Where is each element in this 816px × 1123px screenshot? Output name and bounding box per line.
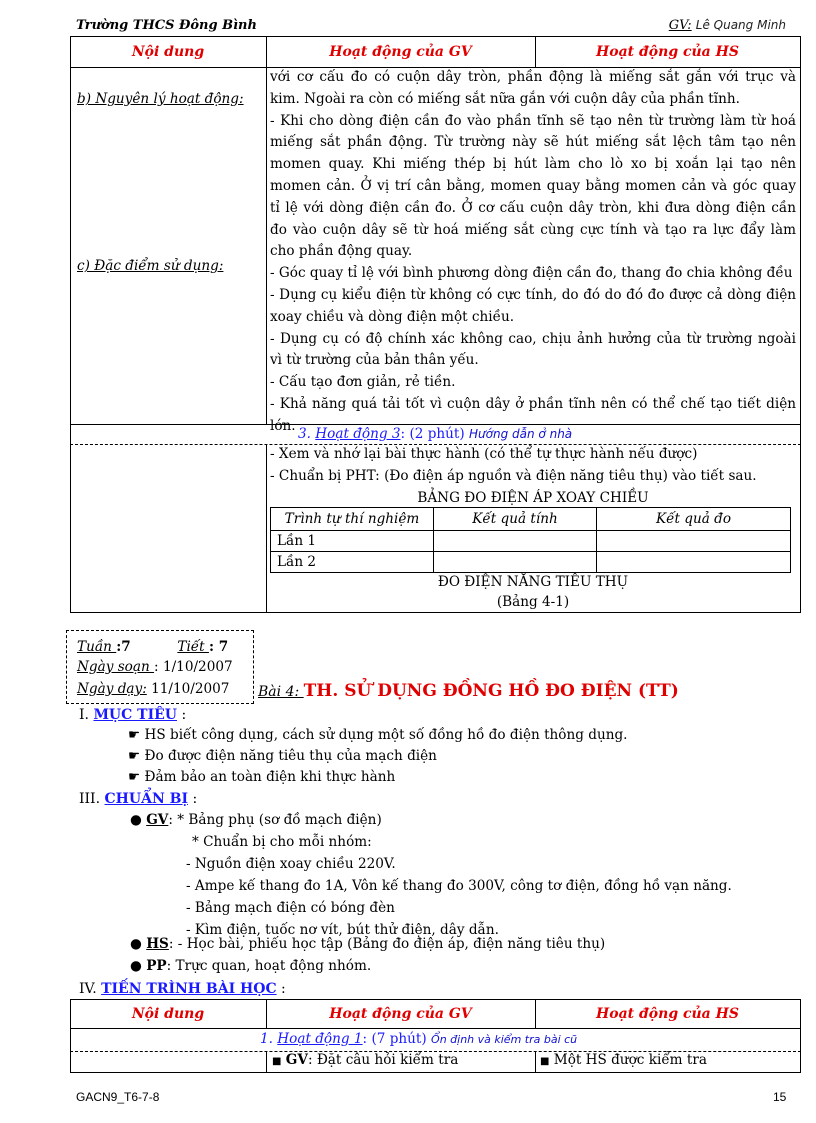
table-cell: Lần 2 bbox=[271, 552, 434, 573]
text-line: tỉ lệ với dòng điện cần đo. Ở cơ cấu cuộn dây tròn, khi đưa dòng điện cần bbox=[270, 199, 796, 216]
period-label: Tiết bbox=[177, 639, 209, 655]
pointing-hand-icon: ☛ bbox=[128, 727, 141, 743]
section-colon: : bbox=[188, 791, 198, 807]
objectives-list bbox=[128, 725, 627, 788]
col-header-gv: Hoạt động của GV bbox=[329, 44, 472, 60]
section-title: CHUẨN BỊ bbox=[104, 791, 188, 807]
text-line: miếng sắt phần động. Từ trường này sẽ hút miếng sắt lệch tâm tạo nên bbox=[270, 134, 796, 151]
table-cell bbox=[434, 531, 597, 552]
table-cell bbox=[597, 552, 791, 573]
text-line: xoay chiều và dòng điện một chiều. bbox=[270, 308, 515, 325]
hs-prep bbox=[130, 936, 605, 952]
table-header-cell: Trình tự thí nghiệm bbox=[271, 508, 434, 531]
period-value: : 7 bbox=[208, 639, 229, 655]
gv-label: GV: bbox=[668, 18, 692, 33]
activity1-title: Hoạt động 1 bbox=[277, 1031, 363, 1047]
col-header-content: Nội dung bbox=[131, 44, 205, 60]
table-header-row bbox=[271, 508, 791, 531]
col-header-hs: Hoạt động của HS bbox=[596, 44, 739, 60]
table-header-cell: Kết quả tính bbox=[434, 508, 597, 531]
section-title: TIẾN TRÌNH BÀI HỌC bbox=[101, 981, 277, 997]
text-line: cho phần động quay. bbox=[270, 243, 413, 260]
gv-activity-label: GV bbox=[285, 1052, 308, 1068]
label-usage: c) Đặc điểm sử dụng: bbox=[77, 258, 224, 274]
activity1-time: : (7 phút) bbox=[362, 1031, 427, 1047]
bullet-icon: ● bbox=[130, 936, 142, 952]
list-item: - Bảng mạch điện có bóng đèn bbox=[186, 900, 395, 916]
activity3-time: : (2 phút) bbox=[400, 426, 465, 442]
activity3-note: Hướng dẫn ở nhà bbox=[469, 427, 573, 441]
week-value: :7 bbox=[116, 639, 131, 655]
gv-activity-text: : Đặt câu hỏi kiểm tra bbox=[307, 1052, 459, 1068]
objective-text: HS biết công dụng, cách sử dụng một số đồng hồ đo điện thông dụng. bbox=[144, 727, 628, 743]
list-item: - Kìm điện, tuốc nơ vít, bút thử điện, dây dẫn. bbox=[186, 922, 499, 938]
section-procedure bbox=[79, 981, 286, 997]
text-line: - Dụng cụ kiểu điện từ không có cực tính, do đó do đó đo được cả dòng điện bbox=[270, 286, 796, 303]
bullet-icon: ● bbox=[130, 812, 142, 828]
section-number: III. bbox=[79, 791, 105, 807]
lesson-title: TH. SỬ DỤNG ĐỒNG HỒ ĐO ĐIỆN (TT) bbox=[303, 681, 679, 701]
objective-text: Đo được điện năng tiêu thụ của mạch điện bbox=[144, 748, 437, 764]
gv-prep-items bbox=[186, 831, 732, 941]
gv-prep-label: GV bbox=[146, 812, 169, 828]
prep-date-line bbox=[77, 659, 233, 675]
bullet-icon: ● bbox=[130, 958, 142, 974]
list-item: - Ampe kế thang đo 1A, Vôn kế thang đo 300V, công tơ điện, đồng hồ vạn năng. bbox=[186, 878, 732, 894]
week-label: Tuần bbox=[77, 639, 117, 655]
pp-label: PP bbox=[146, 958, 167, 974]
col-header-hs-2: Hoạt động của HS bbox=[596, 1006, 739, 1022]
table-cell bbox=[597, 531, 791, 552]
table-cell bbox=[434, 552, 597, 573]
objective-text: Đảm bảo an toàn điện khi thực hành bbox=[144, 769, 396, 785]
principle-text bbox=[270, 67, 796, 438]
hs-prep-text: : - Học bài, phiếu học tập (Bảng đo điện áp, điện năng tiêu thụ) bbox=[168, 936, 606, 952]
homework-item: - Xem và nhớ lại bài thực hành (có thể tự thực hành nếu được) bbox=[270, 446, 698, 462]
text-line: - Cấu tạo đơn giản, rẻ tiền. bbox=[270, 374, 456, 391]
activity1-note: Ổn định và kiểm tra bài cũ bbox=[431, 1033, 578, 1046]
table-header-cell: Kết quả đo bbox=[597, 508, 791, 531]
prep-label: Ngày soạn bbox=[77, 659, 155, 675]
lesson-prefix: Bài 4: bbox=[258, 684, 304, 700]
section-colon: : bbox=[276, 981, 286, 997]
prep-value: : 1/10/2007 bbox=[154, 659, 233, 675]
list-item: - Nguồn điện xoay chiều 220V. bbox=[186, 856, 396, 872]
col-header-content-2: Nội dung bbox=[131, 1006, 205, 1022]
footer-code: GACN9_T6-7-8 bbox=[76, 1090, 160, 1104]
list-item: * Chuẩn bị cho mỗi nhóm: bbox=[192, 834, 372, 850]
text-line: vì từ trường của bản thân yếu. bbox=[270, 352, 479, 369]
energy-title: ĐO ĐIỆN NĂNG TIÊU THỤ bbox=[437, 574, 629, 590]
text-line: momen cản. Ở vị trí cân bằng, momen quay bằng momen cản và góc quay bbox=[270, 177, 796, 194]
teach-date-line bbox=[77, 681, 229, 697]
section-number: I. bbox=[79, 707, 94, 723]
square-bullet-icon: ■ bbox=[540, 1056, 550, 1067]
lesson-heading bbox=[258, 681, 679, 701]
table-row bbox=[271, 531, 791, 552]
hs-activity bbox=[540, 1052, 707, 1068]
section-objectives bbox=[79, 707, 186, 723]
pointing-hand-icon: ☛ bbox=[128, 769, 141, 785]
list-item bbox=[128, 746, 627, 767]
pointing-hand-icon: ☛ bbox=[128, 748, 141, 764]
lesson-info-box bbox=[66, 630, 254, 704]
teacher-header bbox=[669, 18, 786, 33]
page-number: 15 bbox=[773, 1090, 787, 1104]
teacher-signature: Lê Quang Minh bbox=[695, 18, 786, 32]
text-line: momen quay. Khi miếng thép bị hút làm cho lò xo bị xoắn lại tạo nên bbox=[270, 156, 796, 173]
teach-label: Ngày dạy: bbox=[77, 681, 147, 697]
activity3-title: Hoạt động 3 bbox=[315, 426, 401, 442]
col-header-gv-2: Hoạt động của GV bbox=[329, 1006, 472, 1022]
gv-prep-text: : * Bảng phụ (sơ đồ mạch điện) bbox=[168, 812, 382, 828]
week-line bbox=[77, 639, 228, 655]
label-principle: b) Nguyên lý hoạt động: bbox=[77, 91, 244, 107]
homework-item: - Chuẩn bị PHT: (Đo điện áp nguồn và điện năng tiêu thụ) vào tiết sau. bbox=[270, 467, 757, 484]
measure-title: BẢNG ĐO ĐIỆN ÁP XOAY CHIỀU bbox=[417, 490, 649, 506]
text-line: - Khả năng quá tải tốt vì cuộn dây ở phần tĩnh nên có thể chế tạo tiết diện bbox=[270, 395, 796, 412]
activity3-heading bbox=[298, 424, 572, 446]
pp-prep bbox=[130, 958, 371, 974]
table-cell: Lần 1 bbox=[271, 531, 434, 552]
section-title: MỤC TIÊU bbox=[93, 707, 178, 723]
activity3-prefix: 3. bbox=[298, 426, 316, 442]
text-line: lớn. bbox=[270, 417, 296, 434]
text-line: - Góc quay tỉ lệ với bình phương dòng điện cần đo, thang đo chia không đều bbox=[270, 265, 793, 282]
hs-prep-label: HS bbox=[146, 936, 169, 952]
text-line: - Khi cho dòng điện cần đo vào phần tĩnh sẽ tạo nên từ trường làm từ hoá bbox=[270, 112, 796, 129]
text-line: - Dụng cụ có độ chính xác không cao, chịu ảnh hưởng của từ trường ngoài bbox=[270, 330, 796, 347]
gv-prep bbox=[130, 809, 382, 831]
school-name: Trường THCS Đông Bình bbox=[76, 18, 257, 33]
activity1-heading bbox=[260, 1029, 577, 1051]
square-bullet-icon: ■ bbox=[272, 1056, 282, 1067]
section-preparation bbox=[79, 791, 197, 807]
list-item bbox=[128, 725, 627, 746]
pp-text: : Trực quan, hoạt động nhóm. bbox=[166, 958, 372, 974]
measure-table bbox=[270, 507, 791, 573]
section-number: IV. bbox=[79, 981, 102, 997]
homework-list bbox=[270, 444, 796, 488]
teach-value: 11/10/2007 bbox=[146, 681, 230, 697]
activity1-prefix: 1. bbox=[260, 1031, 278, 1047]
list-item bbox=[128, 767, 627, 788]
gv-activity bbox=[272, 1052, 458, 1068]
text-line: đo vào cuộn dây sẽ từ hoá miếng sắt cùng cực tính và tạo ra lực đẩy làm bbox=[270, 221, 796, 238]
table-row bbox=[271, 552, 791, 573]
hs-activity-text: Một HS được kiểm tra bbox=[553, 1052, 707, 1068]
text-line: với cơ cấu đo có cuộn dây tròn, phần động là miếng sắt gắn với trục và bbox=[270, 69, 796, 85]
energy-caption: (Bảng 4-1) bbox=[496, 594, 570, 610]
text-line: kim. Ngoài ra còn có miếng sắt nữa gắn với cuộn dây của phần tĩnh. bbox=[270, 90, 740, 107]
section-colon: : bbox=[177, 707, 187, 723]
